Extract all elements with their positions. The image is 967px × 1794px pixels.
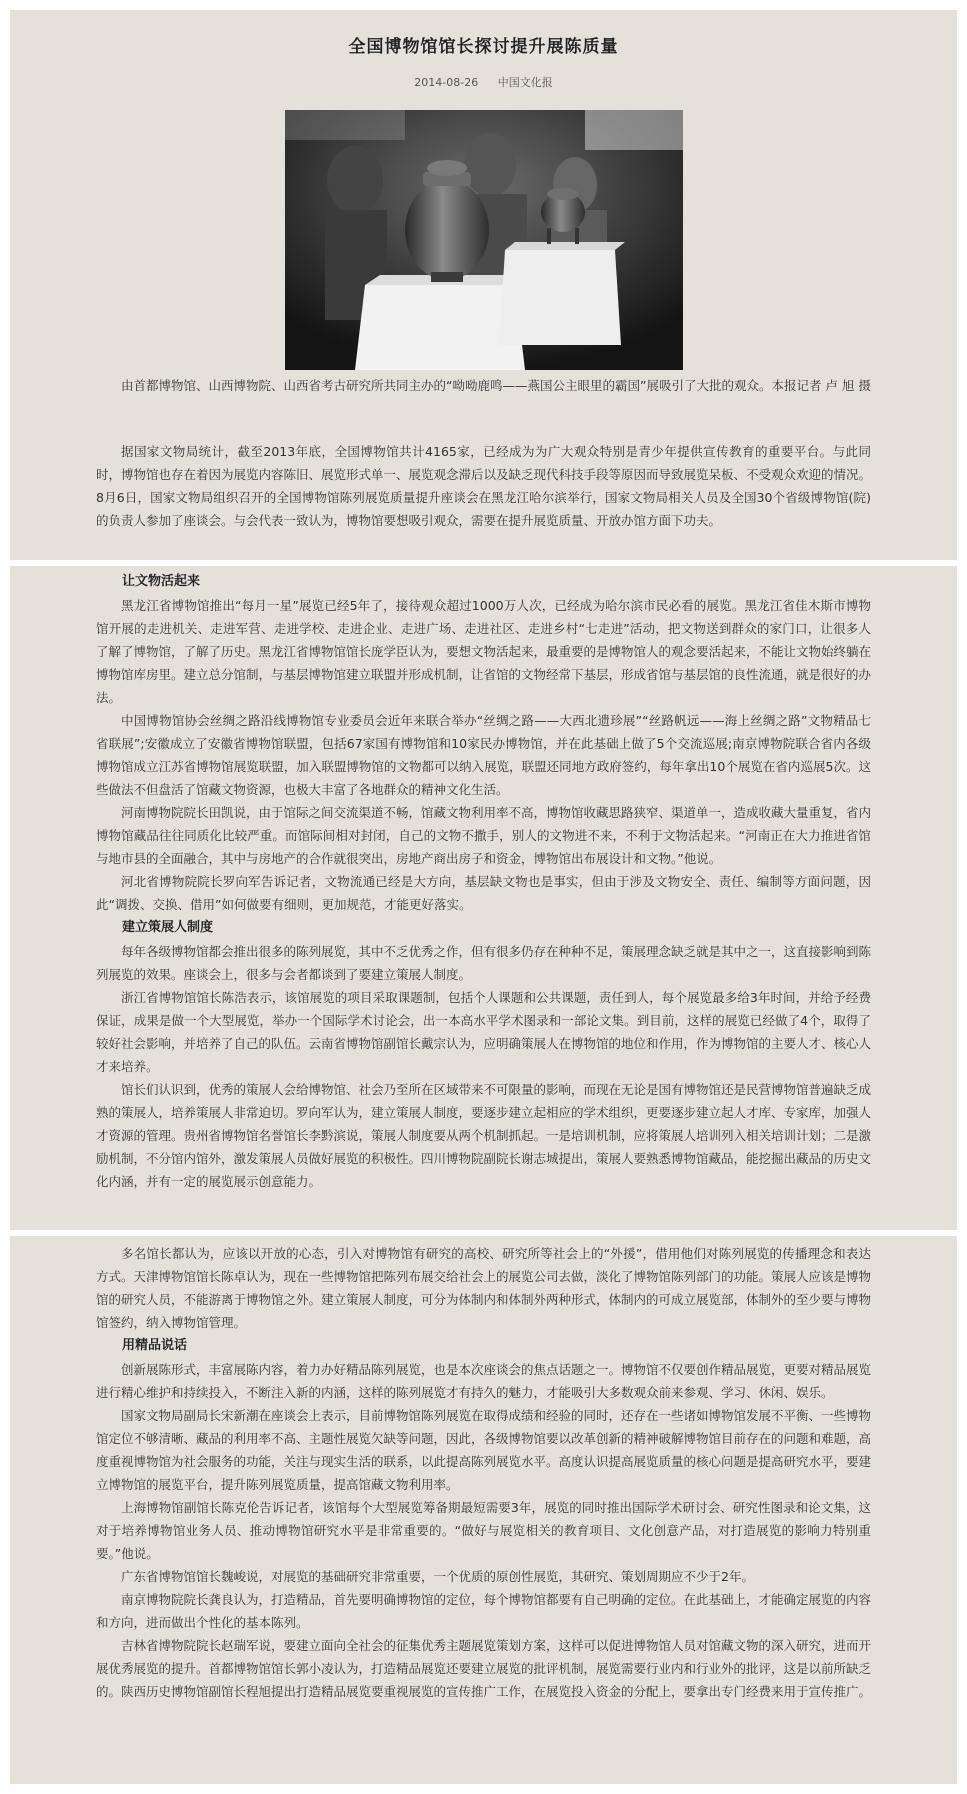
section3-paragraph: 上海博物馆副馆长陈克伦告诉记者，该馆每个大型展览筹备期最短需要3年，展览的同时推出国际学术研讨会、研究性图录和论文集，这对于培养博物馆业务人员、推动博物馆研究水平是非常重要的。“做好与展览相关的教育项目、文化创意产品，对打造展览的影响力特别重要。”他说。: [96, 1500, 871, 1561]
section3-paragraph: 创新展陈形式，丰富展陈内容，着力办好精品陈列展览，也是本次座谈会的焦点话题之一。博物馆不仅要创作精品展览，更要对精品展览进行精心维护和持续投入，不断注入新的内涵，这样的陈列展览才有持久的魅力，才能吸引大多数观众前来参观、学习、休闲、娱乐。: [96, 1362, 872, 1400]
section3-paragraph: 广东省博物馆馆长魏峻说，对展览的基础研究非常重要，一个优质的原创性展览，其研究、策划周期应不少于2年。: [121, 1569, 754, 1584]
section2-paragraph: 浙江省博物馆馆长陈浩表示，该馆展览的项目采取课题制，包括个人课题和公共课题，责任到人，每个展览最多给3年时间，并给予经费保证，成果是做一个大型展览，举办一个国际学术讨论会，出一本高水平学术图录和一部论文集。到目前，这样的展览已经做了4个，取得了较好社会影响，并培养了自己的队伍。云南省博物馆副馆长戴宗认为，应明确策展人在博物馆的地位和作用，作为博物馆的主要人才、核心人才来培养。: [96, 990, 872, 1074]
section1-paragraph: 河南博物院院长田凯说，由于馆际之间交流渠道不畅，馆藏文物利用率不高，博物馆收藏思路狭窄、渠道单一，造成收藏大量重复，省内博物馆藏品往往同质化比较严重。而馆际间相对封闭，自己的文物不撒手，别人的文物进不来，不利于文物活起来。“河南正在大力推进省馆与地市县的全面融合，其中与房地产的合作就很突出，房地产商出房子和资金，博物馆出布展设计和文物。”他说。: [96, 805, 872, 866]
caption-text: 由首都博物馆、山西博物院、山西省考古研究所共同主办的“呦呦鹿鸣——燕国公主眼里的霸国”展吸引了大批的观众。本报记者 卢 旭 摄: [121, 378, 871, 393]
section1-paragraph: 中国博物馆协会丝绸之路沿线博物馆专业委员会近年来联合举办“丝绸之路——大西北遗珍展”“丝路帆远——海上丝绸之路”文物精品七省联展”;安徽成立了安徽省博物馆联盟，包括67家国有博物馆和10家民办博物馆，并在此基础上做了5个交流巡展;南京博物院联合省内各级博物馆成立江苏省博物馆展览联盟，加入联盟博物馆的文物都可以纳入展览，联盟还同地方政府签约，每年拿出10个展览在省内巡展5次。这些做法不但盘活了馆藏文物资源，也极大丰富了各地群众的精神文化生活。: [96, 713, 871, 797]
intro-block: [96, 440, 871, 532]
section-block: [96, 1242, 871, 1703]
section3-lead-paragraph: 多名馆长都认为，应该以开放的心态，引入对博物馆有研究的高校、研究所等社会上的“外援”，借用他们对陈列展览的传播理念和表达方式。天津博物馆馆长陈卓认为，现在一些博物馆把陈列布展交给社会上的展览公司去做，淡化了博物馆陈列部门的功能。策展人应该是博物馆的研究人员，不能游离于博物馆之外。建立策展人制度，可分为体制内和体制外两种形式，体制内的可成立展览部，体制外的至少要与博物馆签约，纳入博物馆管理。: [96, 1246, 872, 1330]
section-heading-quality: 用精品说话: [122, 1338, 188, 1353]
section2-paragraph: 每年各级博物馆都会推出很多的陈列展览，其中不乏优秀之作，但有很多仍存在种种不足，策展理念缺乏就是其中之一，这直接影响到陈列展览的效果。座谈会上，很多与会者都谈到了要建立策展人制度。: [96, 944, 872, 982]
exhibition-photo-illustration: [285, 110, 683, 370]
section1-paragraph: 黑龙江省博物馆推出“每月一星”展览已经5年了，接待观众超过1000万人次，已经成为哈尔滨市民必看的展览。黑龙江省佳木斯市博物馆开展的走进机关、走进军营、走进学校、走进企业、走进广场、走进社区、走进乡村“七走进”活动，把文物送到群众的家门口，让很多人了解了博物馆，了解了历史。黑龙江省博物馆馆长庞学臣认为，要想文物活起来，最重要的是博物馆人的观念要活起来，不能让文物始终躺在博物馆库房里。建立总分馆制，与基层博物馆建立联盟并形成机制，让省馆的文物经常下基层，形成省馆与基层馆的良性流通，就是很好的办法。: [96, 598, 872, 705]
article-source: 中国文化报: [497, 76, 553, 89]
section-heading-curator: 建立策展人制度: [122, 920, 214, 935]
section2-paragraph: 馆长们认识到，优秀的策展人会给博物馆、社会乃至所在区域带来不可限量的影响，而现在无论是国有博物馆还是民营博物馆普遍缺乏成熟的策展人，培养策展人非常迫切。罗向军认为，建立策展人制度，要逐步建立起相应的学术组织，更要逐步建立起人才库、专家库，加强人才资源的管理。贵州省博物馆名誉馆长李黔滨说，策展人制度要从两个机制抓起。一是培训机制，应将策展人培训列入相关培训计划；二是激励机制，不分馆内馆外，激发策展人员做好展览的积极性。四川博物院副院长谢志城提出，策展人要熟悉博物馆藏品，能挖掘出藏品的历史文化内涵，并有一定的展览展示创意能力。: [96, 1082, 872, 1189]
article-title: 全国博物馆馆长探讨提升展陈质量: [348, 37, 619, 57]
article-date: 2014-08-26: [414, 76, 479, 89]
photo-caption: [96, 374, 871, 397]
section3-paragraph: 国家文物局副局长宋新潮在座谈会上表示，目前博物馆陈列展览在取得成绩和经验的同时，还存在一些诸如博物馆发展不平衡、一些博物馆定位不够清晰、藏品的利用率不高、主题性展览欠缺等问题，因此，各级博物馆要以改革创新的精神破解博物馆目前存在的问题和难题，高度重视博物馆为社会服务的功能，关注与现实生活的联系，以此提高陈列展览水平。高度认识提高展览质量的核心问题是提高研究水平，要建立博物馆的展览平台，提升陈列展览质量，提高馆藏文物利用率。: [96, 1408, 872, 1492]
section-heading-revive: 让文物活起来: [122, 574, 201, 589]
intro-paragraph: 据国家文物局统计，截至2013年底，全国博物馆共计4165家，已经成为为广大观众特别是青少年提供宣传教育的重要平台。与此同时，博物馆也存在着因为展览内容陈旧、展览形式单一、展览观念滞后以及缺乏现代科技手段等原因而导致展览呆板、不受观众欢迎的情况。8月6日，国家文物局组织召开的全国博物馆陈列展览质量提升座谈会在黑龙江哈尔滨举行，国家文物局相关人员及全国30个省级博物馆(院)的负责人参加了座谈会。与会代表一致认为，博物馆要想吸引观众，需要在提升展览质量、开放办馆方面下功夫。: [96, 444, 872, 528]
body-panel-2: [10, 566, 957, 1230]
section3-paragraph: 南京博物院院长龚良认为，打造精品，首先要明确博物馆的定位，每个博物馆都要有自己明确的定位。在此基础上，才能确定展览的内容和方向，进而做出个性化的基本陈列。: [96, 1592, 872, 1630]
section3-paragraph: 吉林省博物院院长赵瑞军说，要建立面向全社会的征集优秀主题展览策划方案，这样可以促进博物馆人员对馆藏文物的深入研究，进而开展优秀展览的提升。首都博物馆馆长郭小凌认为，打造精品展览还要建立展览的批评机制，展览需要行业内和行业外的批评，这是以前所缺乏的。陕西历史博物馆副馆长程旭提出打造精品展览要重视展览的宣传推广工作，在展览投入资金的分配上，要拿出专门经费来用于宣传推广。: [96, 1638, 872, 1699]
article-meta: [10, 74, 957, 90]
section-block: [96, 570, 871, 1193]
section1-paragraph: 河北省博物院院长罗向军告诉记者，文物流通已经是大方向，基层缺文物也是事实，但由于涉及文物安全、责任、编制等方面问题，因此“调拨、交换、借用”如何做要有细则，更加规范，才能更好落实。: [96, 874, 871, 912]
article-header-panel: [10, 10, 957, 560]
exhibition-photo: [285, 110, 683, 370]
body-panel-3: [10, 1236, 957, 1784]
